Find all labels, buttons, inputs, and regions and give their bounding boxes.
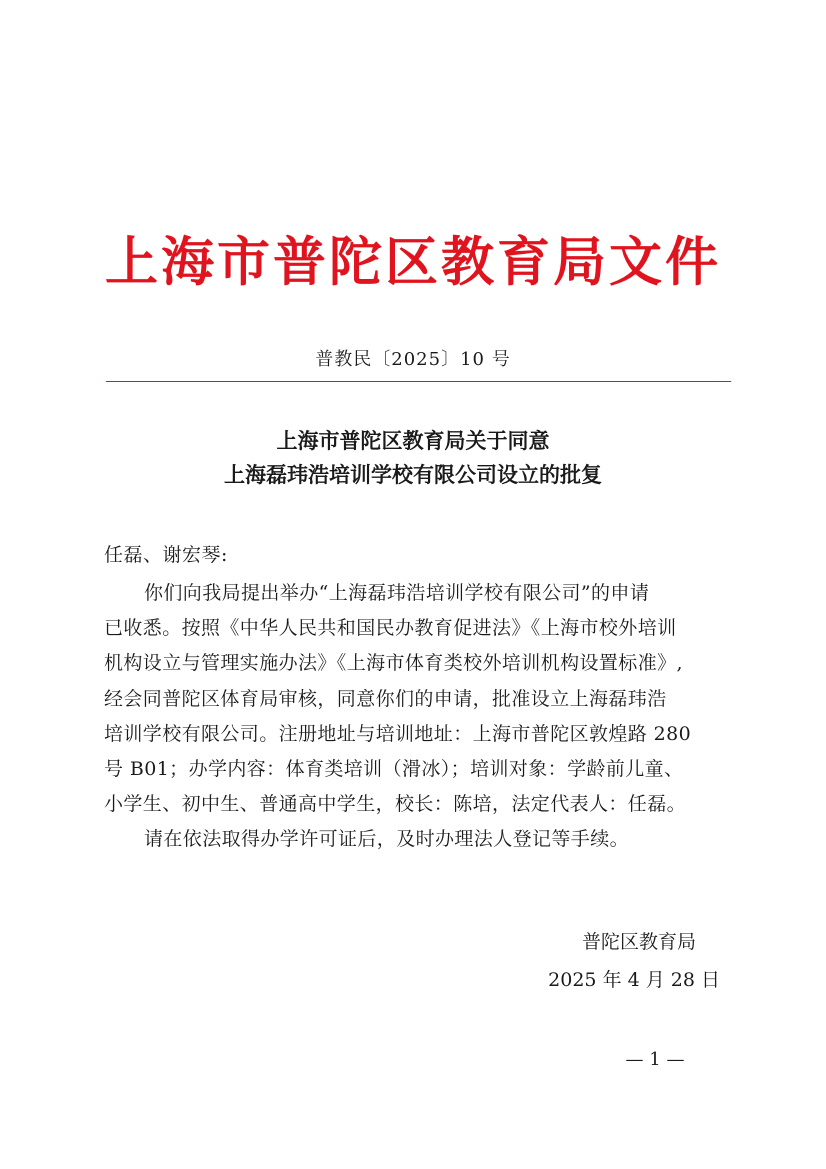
body-line: 号 B01；办学内容：体育类培训（滑冰）；培训对象：学龄前儿童、 xyxy=(104,758,684,781)
body-line: 已收悉。按照《中华人民共和国民办教育促进法》《上海市校外培训 xyxy=(104,617,677,640)
title-line-1: 上海市普陀区教育局关于同意 xyxy=(276,429,550,453)
signature-block xyxy=(500,923,720,999)
red-divider xyxy=(106,381,731,382)
document-number: 普教民〔2025〕10 号 xyxy=(315,349,511,370)
body-line: 小学生、初中生、普通高中学生，校长：陈培，法定代表人：任磊。 xyxy=(104,793,687,816)
body-text xyxy=(104,576,750,858)
body-line: 请在依法取得办学许可证后，及时办理法人登记等手续。 xyxy=(144,828,630,851)
signature-org: 普陀区教育局 xyxy=(581,931,696,953)
signature-date: 2025 年 4 月 28 日 xyxy=(548,969,720,991)
body-line: 你们向我局提出举办“上海磊玮浩培训学校有限公司”的申请 xyxy=(144,582,650,604)
salutation: 任磊、谢宏琴: xyxy=(104,544,228,566)
body-line: 机构设立与管理实施办法》《上海市体育类校外培训机构设置标准》, xyxy=(104,652,683,675)
masthead-title: 上海市普陀区教育局文件 xyxy=(105,231,721,293)
title-line-2: 上海磊玮浩培训学校有限公司设立的批复 xyxy=(224,463,602,487)
body-line: 培训学校有限公司。注册地址与培训地址：上海市普陀区敦煌路 280 xyxy=(104,722,692,745)
document-title xyxy=(0,424,826,492)
page-number: — 1 — xyxy=(625,1049,685,1070)
body-line: 经会同普陀区体育局审核，同意你们的申请，批准设立上海磊玮浩 xyxy=(104,687,667,710)
